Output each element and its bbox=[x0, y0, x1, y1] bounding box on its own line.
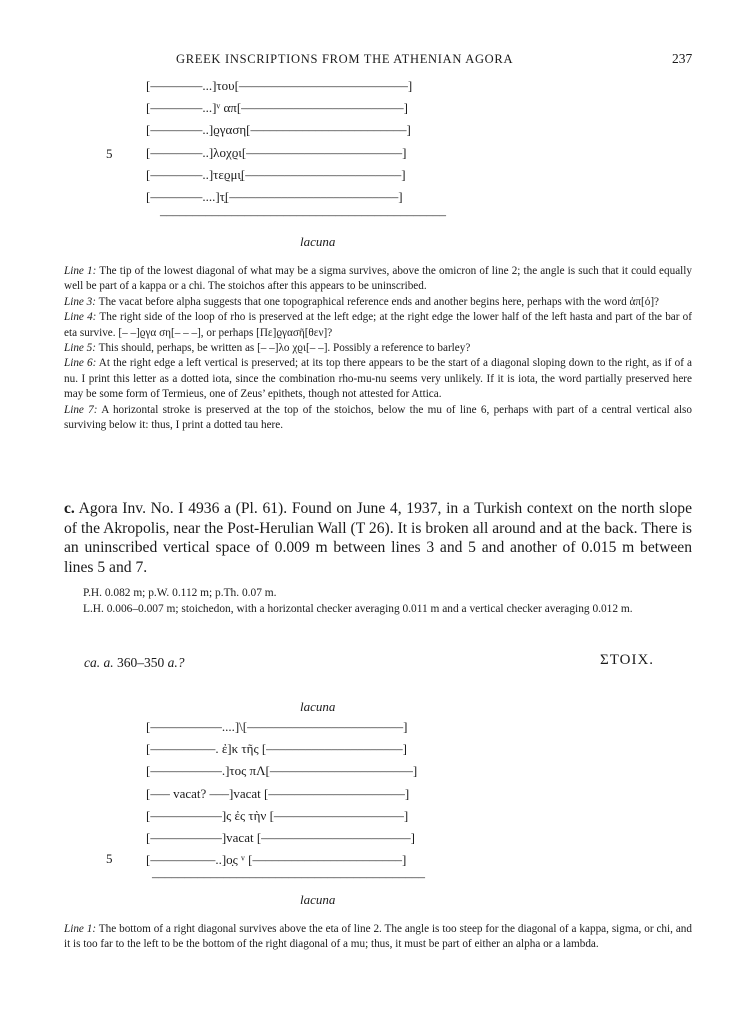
measurements bbox=[64, 586, 692, 617]
note-b-4: Line 5: This should, perhaps, be written as [– –]λο χϱι[– –]. Possibly a reference to barley? bbox=[64, 342, 471, 355]
page-number: 237 bbox=[672, 51, 693, 66]
inscription-c-lacuna-bottom: lacuna bbox=[300, 892, 336, 907]
inscription-c-line-number: 5 bbox=[106, 851, 113, 866]
inscription-b-line-7: –––––––––––––––––––––––––––––––––––––––––––– bbox=[160, 207, 446, 222]
inscription-c-line-8: –––––––––––––––––––––––––––––––––––––––––– bbox=[152, 869, 425, 884]
inscription-date: ca. a. 360–350 a.? bbox=[84, 655, 185, 670]
measurements-letter-height: L.H. 0.006–0.007 m; stoichedon, with a horizontal checker averaging 0.011 m and a vertical checker averaging 0.012 m. bbox=[83, 602, 633, 615]
note-b-1: Line 1: The tip of the lowest diagonal of what may be a sigma survives, above the omicron of line 2; the angle is such that it could equally well be part of a kappa or a chi. The stoichos after this appears to be uninscribed. bbox=[64, 265, 692, 293]
note-b-6: Line 7: A horizontal stroke is preserved at the top of the stoichos, below the mu of line 6, perhaps with part of a central vertical also surviving below it: thus, I print a dotted tau here. bbox=[64, 403, 692, 432]
inscription-b-line-2: [––––––––...]ᵛ απ[–––––––––––––––––––––––––] bbox=[146, 100, 409, 115]
note-b-3: Line 4: The right side of the loop of rho is preserved at the left edge; at the right edge the lower half of the left hasta and part of the bar of eta survive. [– –]ϱγα ση[– – –], or perhaps [Πε]ϱγασῆ[θεν]? bbox=[64, 311, 692, 339]
notes-c bbox=[64, 922, 692, 953]
note-b-2: Line 3: The vacat before alpha suggests that one topographical reference ends and another begins here, perhaps with the word ἀπ[ό]? bbox=[64, 295, 660, 308]
inscription-b-line-1: [––––––––...]του[––––––––––––––––––––––––––] bbox=[146, 78, 413, 93]
inscription-c-line-4: [––– vacat? –––]vacat [–––––––––––––––––––––] bbox=[146, 786, 410, 801]
inscription-c-line-5: [–––––––––––]ς ἐς τὴν [––––––––––––––––––––] bbox=[146, 808, 409, 823]
note-b-5: Line 6: At the right edge a left vertical is preserved; at its top there appears to be the start of a diagonal sloping down to the right, as if of a nu. I print this letter as a dotted iota, since the combination rho-mu-nu seems very unlikely. If it is iota, the word partially preserved here may be some form of Termieus, one of Zeus’ epithets, though not attested for Attica. bbox=[64, 357, 693, 401]
measurements-dimensions: P.H. 0.082 m; p.W. 0.112 m; p.Th. 0.07 m. bbox=[83, 587, 277, 599]
inscription-b-line-number: 5 bbox=[106, 146, 113, 161]
note-c-1: Line 1: The bottom of a right diagonal survives above the eta of line 2. The angle is too steep for the diagonal of a kappa, sigma, or chi, and it is too far to the left to be the bottom of the right diagonal of a mu; thus, it must be part of either an alpha or a lambda. bbox=[64, 923, 692, 951]
inscription-c-line-1: [–––––––––––....]\[––––––––––––––––––––––––] bbox=[146, 719, 408, 734]
section-c-paragraph: c. Agora Inv. No. I 4936 a (Pl. 61). Found on June 4, 1937, in a Turkish context on the north slope of the Akropolis, near the Post-Herulian Wall (T 26). It is broken all around and at the back. There is an uninscribed vertical space of 0.009 m between lines 3 and 5 and another of 0.015 m between lines 5 and 7. bbox=[64, 500, 692, 576]
inscription-c-lacuna-top: lacuna bbox=[300, 699, 336, 714]
inscription-c-line-7: [––––––––––..]ο̣ς ᵛ [–––––––––––––––––––––––] bbox=[146, 852, 407, 867]
running-head-title: GREEK INSCRIPTIONS FROM THE ATHENIAN AGORA bbox=[176, 52, 514, 66]
notes-b bbox=[64, 264, 692, 433]
inscription-b-line-5: [––––––––..]τεϱμι̣[––––––––––––––––––––––––] bbox=[146, 167, 406, 182]
inscription-b-line-4: [––––––––..]λοχϱι[––––––––––––––––––––––––] bbox=[146, 145, 407, 160]
inscription-c-line-3: [–––––––––––.]τος πΛ[––––––––––––––––––––––] bbox=[146, 763, 418, 778]
inscription-b-line-6: [––––––––....]τ̣[––––––––––––––––––––––––––] bbox=[146, 189, 403, 204]
inscription-b-line-3: [––––––––..]ϱγαση[––––––––––––––––––––––––] bbox=[146, 122, 411, 137]
inscription-c-line-6: [–––––––––––]vacat [–––––––––––––––––––––––] bbox=[146, 830, 415, 845]
inscription-c-line-2: [––––––––––. ἐ]κ τῆς [–––––––––––––––––––––] bbox=[146, 741, 407, 756]
stoichedon-label: ΣΤΟΙΧ. bbox=[600, 652, 655, 668]
inscription-b-lacuna: lacuna bbox=[300, 234, 336, 249]
